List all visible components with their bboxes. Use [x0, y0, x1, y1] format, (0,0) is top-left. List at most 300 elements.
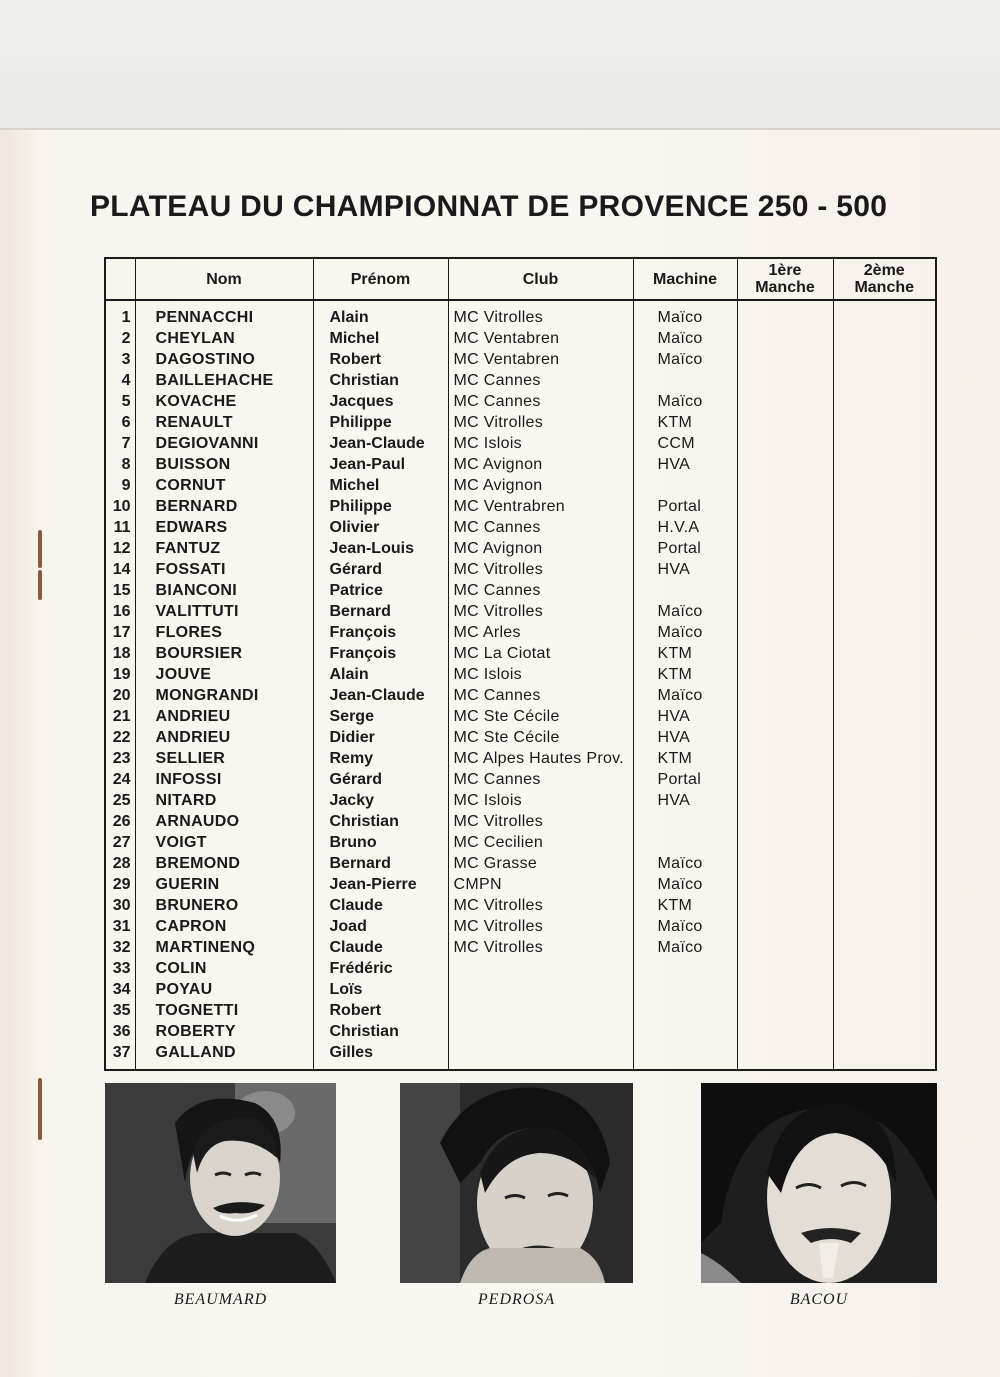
cell-manche-1 — [737, 979, 833, 1000]
cell-club: MC Avignon — [448, 475, 633, 496]
cell-nom: BERNARD — [135, 496, 313, 517]
cell-machine: HVA — [633, 727, 737, 748]
header-manche-2-line1: 2ème — [863, 262, 905, 279]
cell-manche-1 — [737, 664, 833, 685]
cell-machine — [633, 1000, 737, 1021]
cell-prenom: Jacques — [313, 391, 448, 412]
cell-num: 11 — [113, 519, 131, 536]
cell-nom: ROBERTY — [135, 1021, 313, 1042]
table-row — [105, 706, 936, 727]
cell-manche-1 — [737, 811, 833, 832]
cell-manche-2 — [833, 685, 936, 706]
header-club: Club — [448, 258, 633, 300]
cell-num: 34 — [112, 981, 131, 998]
cell-club: MC Vitrolles — [448, 601, 633, 622]
table-row — [105, 622, 936, 643]
table-row — [105, 1000, 936, 1021]
cell-club: MC Avignon — [448, 454, 633, 475]
header-manche-1-line2: Manche — [755, 279, 815, 296]
portrait-image — [701, 1083, 937, 1283]
cell-manche-2 — [833, 790, 936, 811]
table-row — [105, 412, 936, 433]
cell-nom: BAILLEHACHE — [135, 370, 313, 391]
cell-manche-2 — [833, 916, 936, 937]
cell-manche-1 — [737, 328, 833, 349]
table-row — [105, 517, 936, 538]
table-row — [105, 538, 936, 559]
cell-manche-2 — [833, 664, 936, 685]
cell-manche-1 — [737, 958, 833, 979]
cell-num: 2 — [121, 330, 131, 347]
cell-num: 27 — [112, 834, 131, 851]
cell-prenom: Philippe — [313, 496, 448, 517]
photo-rider-1 — [105, 1083, 336, 1283]
cell-prenom: Christian — [313, 1021, 448, 1042]
cell-machine: Maïco — [633, 853, 737, 874]
table-row — [105, 454, 936, 475]
cell-prenom: Gilles — [313, 1042, 448, 1070]
cell-manche-2 — [833, 1000, 936, 1021]
cell-manche-1 — [737, 916, 833, 937]
cell-manche-2 — [833, 874, 936, 895]
cell-nom: VOIGT — [135, 832, 313, 853]
cell-nom: EDWARS — [135, 517, 313, 538]
cell-club: MC Arles — [448, 622, 633, 643]
cell-manche-1 — [737, 643, 833, 664]
cell-num: 33 — [112, 960, 131, 977]
cell-club: CMPN — [448, 874, 633, 895]
cell-prenom: Robert — [313, 349, 448, 370]
cell-nom: PENNACCHI — [135, 300, 313, 328]
cell-manche-2 — [833, 580, 936, 601]
cell-manche-2 — [833, 328, 936, 349]
cell-club — [448, 958, 633, 979]
table-row — [105, 937, 936, 958]
cell-machine — [633, 979, 737, 1000]
table-row — [105, 559, 936, 580]
cell-num: 5 — [121, 393, 131, 410]
cell-manche-1 — [737, 412, 833, 433]
cell-manche-1 — [737, 685, 833, 706]
portrait-image — [400, 1083, 633, 1283]
cell-num: 35 — [112, 1002, 131, 1019]
photo-rider-3 — [701, 1083, 937, 1283]
page-title: PLATEAU DU CHAMPIONNAT DE PROVENCE 250 - 500 — [90, 190, 888, 223]
photo-caption-3: BACOU — [789, 1291, 849, 1308]
cell-num: 32 — [112, 939, 131, 956]
cell-manche-2 — [833, 349, 936, 370]
cell-prenom: Serge — [313, 706, 448, 727]
cell-machine: KTM — [633, 748, 737, 769]
cell-prenom: Frédéric — [313, 958, 448, 979]
cell-prenom: Patrice — [313, 580, 448, 601]
cell-nom: CHEYLAN — [135, 328, 313, 349]
cell-manche-2 — [833, 727, 936, 748]
cell-machine — [633, 370, 737, 391]
cell-nom: FLORES — [135, 622, 313, 643]
cell-machine — [633, 958, 737, 979]
cell-num: 9 — [121, 477, 131, 494]
cell-manche-1 — [737, 1042, 833, 1070]
cell-nom: ARNAUDO — [135, 811, 313, 832]
photo-caption-1: BEAUMARD — [173, 1291, 268, 1308]
cell-num: 24 — [112, 771, 131, 788]
cell-club: MC Ventrabren — [448, 496, 633, 517]
cell-manche-2 — [833, 412, 936, 433]
cell-club: MC Alpes Hautes Prov. — [448, 748, 633, 769]
cell-machine — [633, 1042, 737, 1070]
cell-prenom: Christian — [313, 370, 448, 391]
table-row — [105, 391, 936, 412]
cell-club: MC Islois — [448, 790, 633, 811]
cell-prenom: Gérard — [313, 559, 448, 580]
cell-manche-1 — [737, 790, 833, 811]
cell-manche-2 — [833, 601, 936, 622]
cell-manche-2 — [833, 706, 936, 727]
cell-manche-2 — [833, 538, 936, 559]
cell-club: MC Grasse — [448, 853, 633, 874]
header-manche-2 — [833, 258, 936, 300]
cell-manche-2 — [833, 832, 936, 853]
table-row — [105, 769, 936, 790]
cell-manche-1 — [737, 874, 833, 895]
cell-club: MC Vitrolles — [448, 412, 633, 433]
table-row — [105, 433, 936, 454]
table-row — [105, 811, 936, 832]
table-row — [105, 601, 936, 622]
cell-machine: Maïco — [633, 601, 737, 622]
cell-prenom: Gérard — [313, 769, 448, 790]
cell-club: MC Islois — [448, 433, 633, 454]
header-manche-2-line2: Manche — [854, 279, 915, 296]
cell-machine — [633, 811, 737, 832]
cell-machine: Maïco — [633, 685, 737, 706]
header-prenom: Prénom — [313, 258, 448, 300]
cell-num: 26 — [112, 813, 131, 830]
cell-machine — [633, 1021, 737, 1042]
cell-club — [448, 979, 633, 1000]
header-manche-1 — [737, 258, 833, 300]
cell-manche-1 — [737, 433, 833, 454]
cell-prenom: Jean-Louis — [313, 538, 448, 559]
cell-manche-1 — [737, 580, 833, 601]
cell-manche-1 — [737, 559, 833, 580]
cell-nom: COLIN — [135, 958, 313, 979]
cell-manche-2 — [833, 300, 936, 328]
cell-manche-2 — [833, 391, 936, 412]
cell-nom: DAGOSTINO — [135, 349, 313, 370]
cell-prenom: Alain — [313, 664, 448, 685]
cell-nom: BREMOND — [135, 853, 313, 874]
cell-club: MC Vitrolles — [448, 811, 633, 832]
cell-num: 4 — [121, 372, 131, 389]
table-row — [105, 300, 936, 328]
cell-manche-1 — [737, 300, 833, 328]
cell-nom: GALLAND — [135, 1042, 313, 1070]
cell-machine: KTM — [633, 412, 737, 433]
cell-nom: DEGIOVANNI — [135, 433, 313, 454]
cell-club: MC La Ciotat — [448, 643, 633, 664]
cell-manche-2 — [833, 370, 936, 391]
cell-num: 1 — [121, 309, 131, 326]
cell-prenom: Jean-Pierre — [313, 874, 448, 895]
cell-nom: KOVACHE — [135, 391, 313, 412]
cell-machine: KTM — [633, 664, 737, 685]
cell-club: MC Cannes — [448, 370, 633, 391]
table-row — [105, 916, 936, 937]
cell-prenom: Jean-Paul — [313, 454, 448, 475]
previous-page-edge — [0, 0, 1000, 130]
photo-rider-2 — [400, 1083, 633, 1283]
cell-machine: CCM — [633, 433, 737, 454]
cell-club: MC Cannes — [448, 769, 633, 790]
cell-prenom: Loïs — [313, 979, 448, 1000]
cell-manche-2 — [833, 748, 936, 769]
cell-manche-1 — [737, 1000, 833, 1021]
cell-machine: Maïco — [633, 391, 737, 412]
cell-num: 37 — [112, 1044, 131, 1061]
cell-manche-2 — [833, 643, 936, 664]
cell-manche-1 — [737, 517, 833, 538]
cell-manche-2 — [833, 454, 936, 475]
cell-num: 10 — [112, 498, 131, 515]
cell-machine: Maïco — [633, 874, 737, 895]
cell-machine: Portal — [633, 496, 737, 517]
cell-manche-1 — [737, 1021, 833, 1042]
cell-num: 31 — [112, 918, 131, 935]
cell-club: MC Avignon — [448, 538, 633, 559]
cell-nom: MARTINENQ — [135, 937, 313, 958]
cell-manche-1 — [737, 769, 833, 790]
cell-machine: Portal — [633, 769, 737, 790]
cell-num: 21 — [112, 708, 131, 725]
cell-nom: POYAU — [135, 979, 313, 1000]
roster-table — [104, 257, 937, 1071]
binding-mark — [38, 1078, 42, 1140]
cell-machine: Portal — [633, 538, 737, 559]
cell-num: 18 — [112, 645, 131, 662]
cell-manche-2 — [833, 895, 936, 916]
cell-prenom: Jean-Claude — [313, 433, 448, 454]
cell-num: 3 — [121, 351, 131, 368]
cell-machine: Maïco — [633, 916, 737, 937]
cell-club: MC Ventabren — [448, 328, 633, 349]
cell-nom: ANDRIEU — [135, 706, 313, 727]
cell-manche-2 — [833, 1021, 936, 1042]
cell-manche-2 — [833, 433, 936, 454]
cell-machine — [633, 475, 737, 496]
table-row — [105, 643, 936, 664]
cell-num: 15 — [112, 582, 131, 599]
cell-machine: Maïco — [633, 300, 737, 328]
table-row — [105, 895, 936, 916]
cell-prenom: Joad — [313, 916, 448, 937]
cell-nom: MONGRANDI — [135, 685, 313, 706]
cell-machine: KTM — [633, 643, 737, 664]
cell-machine: KTM — [633, 895, 737, 916]
cell-machine — [633, 580, 737, 601]
cell-club: MC Vitrolles — [448, 916, 633, 937]
table-row — [105, 1042, 936, 1070]
table-row — [105, 832, 936, 853]
cell-manche-1 — [737, 349, 833, 370]
cell-prenom: Remy — [313, 748, 448, 769]
cell-nom: ANDRIEU — [135, 727, 313, 748]
cell-machine: H.V.A — [633, 517, 737, 538]
cell-manche-2 — [833, 475, 936, 496]
table-row — [105, 328, 936, 349]
cell-manche-1 — [737, 391, 833, 412]
cell-machine: Maïco — [633, 328, 737, 349]
cell-nom: BOURSIER — [135, 643, 313, 664]
cell-prenom: Didier — [313, 727, 448, 748]
table-row — [105, 580, 936, 601]
cell-num: 20 — [112, 687, 131, 704]
cell-num: 22 — [112, 729, 131, 746]
cell-num: 8 — [121, 456, 131, 473]
cell-club — [448, 1042, 633, 1070]
cell-manche-2 — [833, 811, 936, 832]
cell-prenom: Alain — [313, 300, 448, 328]
cell-machine: Maïco — [633, 349, 737, 370]
cell-club: MC Ventabren — [448, 349, 633, 370]
cell-prenom: François — [313, 622, 448, 643]
cell-prenom: Bruno — [313, 832, 448, 853]
cell-club — [448, 1000, 633, 1021]
cell-nom: SELLIER — [135, 748, 313, 769]
cell-prenom: Robert — [313, 1000, 448, 1021]
cell-num: 7 — [121, 435, 131, 452]
cell-nom: CORNUT — [135, 475, 313, 496]
cell-prenom: Michel — [313, 328, 448, 349]
cell-machine: HVA — [633, 559, 737, 580]
cell-prenom: Claude — [313, 895, 448, 916]
photo-caption-2: PEDROSA — [477, 1291, 556, 1308]
cell-nom: GUERIN — [135, 874, 313, 895]
cell-manche-1 — [737, 727, 833, 748]
table-row — [105, 853, 936, 874]
cell-prenom: Christian — [313, 811, 448, 832]
cell-num: 6 — [121, 414, 131, 431]
cell-manche-1 — [737, 937, 833, 958]
header-machine: Machine — [633, 258, 737, 300]
cell-club — [448, 1021, 633, 1042]
cell-manche-1 — [737, 601, 833, 622]
cell-machine: Maïco — [633, 937, 737, 958]
cell-nom: FOSSATI — [135, 559, 313, 580]
cell-club: MC Ste Cécile — [448, 727, 633, 748]
cell-num: 12 — [112, 540, 131, 557]
cell-manche-2 — [833, 937, 936, 958]
table-row — [105, 790, 936, 811]
cell-nom: NITARD — [135, 790, 313, 811]
table-row — [105, 349, 936, 370]
cell-num: 23 — [112, 750, 131, 767]
cell-num: 14 — [112, 561, 131, 578]
cell-num: 29 — [112, 876, 131, 893]
cell-manche-2 — [833, 1042, 936, 1070]
table-row — [105, 664, 936, 685]
cell-manche-1 — [737, 748, 833, 769]
cell-machine — [633, 832, 737, 853]
cell-nom: FANTUZ — [135, 538, 313, 559]
cell-manche-1 — [737, 454, 833, 475]
binding-mark — [38, 570, 42, 600]
cell-manche-1 — [737, 706, 833, 727]
cell-club: MC Islois — [448, 664, 633, 685]
cell-nom: BIANCONI — [135, 580, 313, 601]
cell-machine: HVA — [633, 706, 737, 727]
cell-club: MC Cannes — [448, 580, 633, 601]
cell-club: MC Vitrolles — [448, 895, 633, 916]
cell-prenom: Jean-Claude — [313, 685, 448, 706]
cell-manche-2 — [833, 517, 936, 538]
cell-nom: CAPRON — [135, 916, 313, 937]
cell-club: MC Cannes — [448, 685, 633, 706]
cell-nom: INFOSSI — [135, 769, 313, 790]
cell-prenom: Michel — [313, 475, 448, 496]
cell-prenom: Olivier — [313, 517, 448, 538]
cell-manche-1 — [737, 832, 833, 853]
table-row — [105, 958, 936, 979]
cell-manche-1 — [737, 475, 833, 496]
cell-manche-1 — [737, 496, 833, 517]
cell-prenom: Jacky — [313, 790, 448, 811]
cell-machine: HVA — [633, 790, 737, 811]
cell-club: MC Cannes — [448, 391, 633, 412]
header-num — [105, 258, 135, 300]
header-manche-1-line1: 1ère — [768, 262, 802, 279]
cell-num: 30 — [112, 897, 131, 914]
table-header-row — [105, 258, 936, 300]
table-row — [105, 727, 936, 748]
cell-club: MC Vitrolles — [448, 937, 633, 958]
cell-manche-2 — [833, 769, 936, 790]
binding-mark — [38, 530, 42, 568]
cell-num: 17 — [112, 624, 131, 641]
cell-manche-2 — [833, 853, 936, 874]
cell-club: MC Cecilien — [448, 832, 633, 853]
table-row — [105, 1021, 936, 1042]
cell-manche-2 — [833, 559, 936, 580]
cell-machine: Maïco — [633, 622, 737, 643]
cell-nom: RENAULT — [135, 412, 313, 433]
table-row — [105, 979, 936, 1000]
cell-nom: TOGNETTI — [135, 1000, 313, 1021]
cell-manche-1 — [737, 895, 833, 916]
cell-manche-1 — [737, 622, 833, 643]
table-row — [105, 748, 936, 769]
table-row — [105, 874, 936, 895]
cell-manche-1 — [737, 853, 833, 874]
cell-manche-2 — [833, 622, 936, 643]
cell-nom: VALITTUTI — [135, 601, 313, 622]
cell-manche-2 — [833, 979, 936, 1000]
cell-nom: BRUNERO — [135, 895, 313, 916]
cell-prenom: Bernard — [313, 853, 448, 874]
cell-machine: HVA — [633, 454, 737, 475]
table-row — [105, 685, 936, 706]
cell-prenom: Bernard — [313, 601, 448, 622]
table-row — [105, 496, 936, 517]
cell-club: MC Vitrolles — [448, 559, 633, 580]
cell-num: 25 — [112, 792, 131, 809]
cell-prenom: François — [313, 643, 448, 664]
cell-manche-1 — [737, 370, 833, 391]
cell-num: 16 — [112, 603, 131, 620]
cell-num: 19 — [112, 666, 131, 683]
cell-num: 28 — [112, 855, 131, 872]
